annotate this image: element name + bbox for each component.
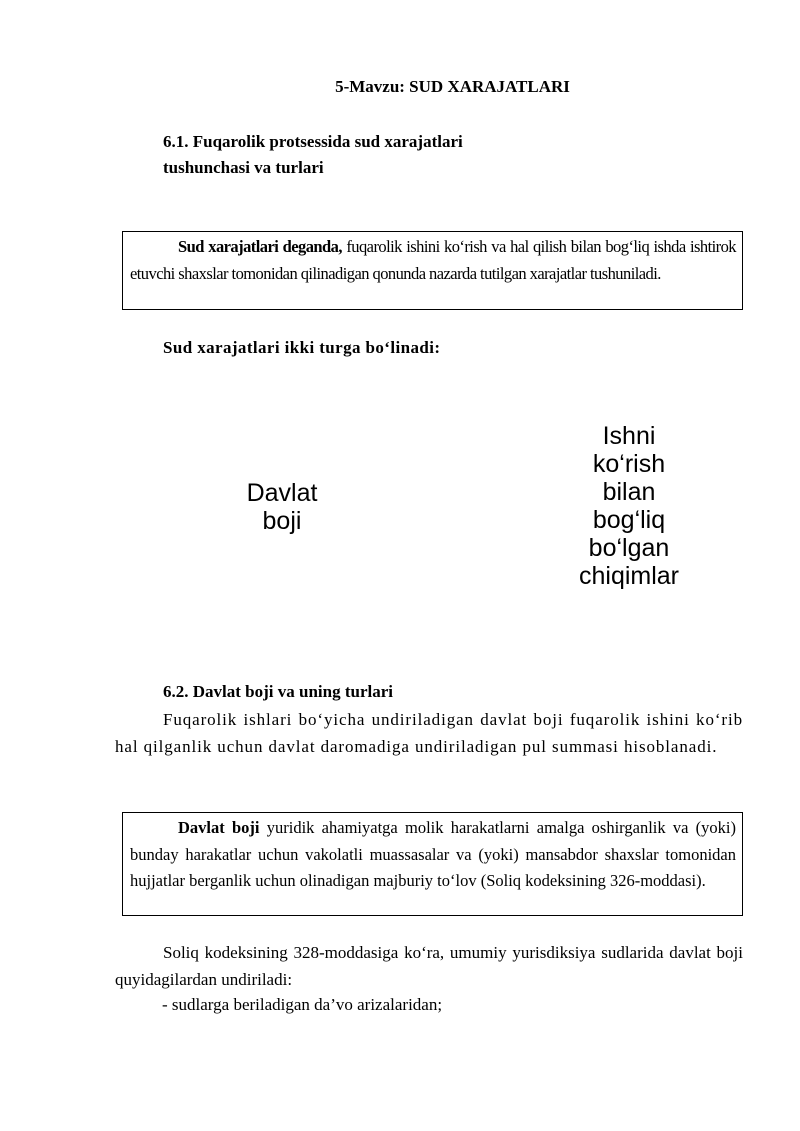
definition-term: Sud xarajatlari deganda, <box>178 237 342 256</box>
definition-box-davlat-boji <box>122 812 743 916</box>
type-line: bilan <box>602 478 656 506</box>
type-line: chiqimlar <box>578 562 680 590</box>
definition-term: Davlat boji <box>178 818 260 837</box>
type-line: Ishni <box>602 422 656 450</box>
type-line: bo‘lgan <box>588 534 670 562</box>
section-heading-6-2: 6.2. Davlat boji va uning turlari <box>163 682 393 701</box>
type-chiqimlar <box>549 422 709 590</box>
paragraph-davlat-boji <box>115 706 743 760</box>
paragraph-text: Soliq kodeksining 328-moddasiga ko‘ra, umumiy yurisdiksiya sudlarida davlat boji quyidagilardan undiriladi: <box>115 943 743 989</box>
type-line: ko‘rish <box>592 450 666 478</box>
list-item: - sudlarga beriladigan da’vo arizalaridan; <box>162 995 443 1014</box>
section-heading-line: tushunchasi va turlari <box>163 158 324 177</box>
paragraph-text: Fuqarolik ishlari bo‘yicha undiriladigan davlat boji fuqarolik ishini ko‘rib hal qilganlik uchun davlat daromadiga undiriladigan pul summasi hisoblanadi. <box>115 710 743 756</box>
types-heading: Sud xarajatlari ikki turga bo‘linadi: <box>163 338 441 357</box>
type-line: boji <box>262 507 302 535</box>
definition-text: fuqarolik ishini ko‘rish va hal qilish bilan bog‘liq ishda ishtirok etuvchi shaxslar tomonidan qilinadigan qonunda nazarda tutilgan xarajatlar tushuniladi. <box>130 237 736 283</box>
type-line: bog‘liq <box>592 506 666 534</box>
type-line: Davlat <box>246 479 318 507</box>
paragraph-soliq-kodeksi <box>115 939 743 993</box>
definition-box-sud-xarajatlari <box>122 231 743 310</box>
page-title: 5-Mavzu: SUD XARAJATLARI <box>335 77 570 96</box>
section-heading-line: 6.1. Fuqarolik protsessida sud xarajatlari <box>163 132 463 151</box>
definition-text: yuridik ahamiyatga molik harakatlarni amalga oshirganlik va (yoki) bunday harakatlar uchun vakolatli muassasalar va (yoki) mansabdor shaxslar tomonidan hujjatlar berganlik uchun olinadigan majburiy to‘lov (Soliq kodeksining 326-moddasi). <box>130 818 737 890</box>
type-davlat-boji <box>202 479 362 535</box>
section-heading-6-1 <box>163 129 463 181</box>
